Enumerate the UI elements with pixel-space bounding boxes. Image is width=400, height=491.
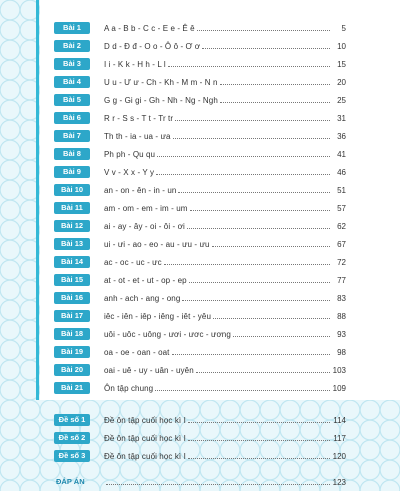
page-number: 114 <box>333 415 346 425</box>
dot-leader <box>182 294 330 301</box>
lesson-title: an - on - ên - in - un <box>104 185 177 195</box>
lesson-badge: Bài 5 <box>54 94 90 106</box>
toc-row-lesson-20 <box>54 361 346 379</box>
lesson-badge: Bài 4 <box>54 76 90 88</box>
lesson-badge: Bài 15 <box>54 274 90 286</box>
page-number: 123 <box>332 477 346 487</box>
lesson-title: am - om - em - im - um <box>104 203 188 213</box>
lesson-badge: Bài 1 <box>54 22 90 34</box>
lesson-badge: Bài 10 <box>54 184 90 196</box>
lesson-title: I i - K k - H h - L l <box>104 59 166 69</box>
toc-row-lesson-14 <box>54 253 346 271</box>
lesson-title: V v - X x - Y y <box>104 167 155 177</box>
lesson-badge: Bài 13 <box>54 238 90 250</box>
lesson-badge: Bài 11 <box>54 202 90 214</box>
lesson-badge: Bài 9 <box>54 166 90 178</box>
page-edge-line <box>36 0 39 400</box>
lesson-badge: Bài 2 <box>54 40 90 52</box>
page-number: 83 <box>337 293 346 303</box>
dot-leader <box>202 42 330 49</box>
dot-leader <box>157 150 330 157</box>
page-number: 41 <box>337 149 346 159</box>
toc-row-lesson-5 <box>54 91 346 109</box>
toc-row-exam-3 <box>54 447 346 465</box>
page-number: 15 <box>337 59 346 69</box>
lesson-badge: Bài 14 <box>54 256 90 268</box>
toc-row-lesson-10 <box>54 181 346 199</box>
lesson-title: A a - B b - C c - E e - Ê ê <box>104 23 195 33</box>
exam-title: Đề ôn tập cuối học kì I <box>104 415 186 425</box>
dot-leader <box>213 312 330 319</box>
lesson-title: G g - Gi gi - Gh - Nh - Ng - Ngh <box>104 95 218 105</box>
page-number: 117 <box>333 433 346 443</box>
page-number: 109 <box>332 383 346 393</box>
toc-row-lesson-11 <box>54 199 346 217</box>
dot-leader <box>220 78 330 85</box>
dot-leader <box>172 348 331 355</box>
dot-leader <box>196 366 330 373</box>
page-number: 98 <box>337 347 346 357</box>
page-number: 20 <box>337 77 346 87</box>
dot-leader <box>155 384 330 391</box>
dot-leader <box>233 330 330 337</box>
page-number: 88 <box>337 311 346 321</box>
toc-row-lesson-7 <box>54 127 346 145</box>
dot-leader <box>175 114 330 121</box>
toc-row-lesson-6 <box>54 109 346 127</box>
toc-row-lesson-2 <box>54 37 346 55</box>
dot-leader <box>220 96 330 103</box>
toc-row-lesson-21 <box>54 379 346 397</box>
dot-leader <box>168 60 330 67</box>
exam-badge: Đề số 1 <box>54 414 90 426</box>
lesson-badge: Bài 16 <box>54 292 90 304</box>
toc-row-lesson-8 <box>54 145 346 163</box>
dot-leader <box>188 452 330 459</box>
dot-leader <box>106 478 330 485</box>
exam-badge: Đề số 3 <box>54 450 90 462</box>
page-number: 5 <box>341 23 346 33</box>
toc-row-lesson-13 <box>54 235 346 253</box>
lesson-badge: Bài 7 <box>54 130 90 142</box>
page-number: 62 <box>337 221 346 231</box>
dot-leader <box>190 204 330 211</box>
lesson-title: oai - uê - uy - uân - uyên <box>104 365 194 375</box>
dot-leader <box>178 186 330 193</box>
page-number: 72 <box>337 257 346 267</box>
lesson-title: Ôn tập chung <box>104 383 154 393</box>
lesson-badge: Bài 18 <box>54 328 90 340</box>
toc-row-lesson-1 <box>54 19 346 37</box>
dot-leader <box>188 434 330 441</box>
dot-leader <box>187 222 330 229</box>
dot-leader <box>212 240 330 247</box>
page-number: 31 <box>337 113 346 123</box>
lesson-title: D d - Đ đ - O o - Ô ô - Ơ ơ <box>104 41 201 51</box>
lesson-title: ui - ưi - ao - eo - au - ưu - ưu <box>104 239 210 249</box>
lesson-title: U u - Ư ư - Ch - Kh - M m - N n <box>104 77 218 87</box>
lesson-title: ai - ay - ây - oi - ôi - ơi <box>104 221 185 231</box>
dot-leader <box>189 276 330 283</box>
toc-row-answers <box>54 473 346 491</box>
toc-row-lesson-18 <box>54 325 346 343</box>
lesson-title: iêc - iên - iêp - iêng - iêt - yêu <box>104 311 211 321</box>
dot-leader <box>197 24 330 31</box>
dot-leader <box>164 258 330 265</box>
toc-row-lesson-19 <box>54 343 346 361</box>
exam-title: Đề ôn tập cuối học kì I <box>104 451 186 461</box>
lesson-badge: Bài 21 <box>54 382 90 394</box>
dot-leader <box>188 416 330 423</box>
toc-row-lesson-3 <box>54 55 346 73</box>
dot-leader <box>156 168 330 175</box>
toc-row-lesson-16 <box>54 289 346 307</box>
lesson-badge: Bài 19 <box>54 346 90 358</box>
lesson-title: at - ot - et - ut - op - ep <box>104 275 187 285</box>
toc-row-lesson-9 <box>54 163 346 181</box>
page-number: 93 <box>337 329 346 339</box>
answers-label: ĐÁP ÁN <box>56 477 85 486</box>
lesson-badge: Bài 8 <box>54 148 90 160</box>
toc-row-lesson-12 <box>54 217 346 235</box>
lesson-title: Ph ph - Qu qu <box>104 149 156 159</box>
lesson-badge: Bài 20 <box>54 364 90 376</box>
page-number: 103 <box>332 365 346 375</box>
page-number: 51 <box>337 185 346 195</box>
lesson-title: Th th - ia - ua - ưa <box>104 131 171 141</box>
dot-leader <box>173 132 331 139</box>
page-number: 46 <box>337 167 346 177</box>
lesson-title: uôi - uôc - uông - ươi - ươc - ương <box>104 329 231 339</box>
toc-row-lesson-15 <box>54 271 346 289</box>
lesson-badge: Bài 12 <box>54 220 90 232</box>
lesson-title: oa - oe - oan - oat <box>104 347 170 357</box>
table-of-contents <box>54 19 346 491</box>
page-number: 25 <box>337 95 346 105</box>
lesson-badge: Bài 6 <box>54 112 90 124</box>
page-number: 10 <box>337 41 346 51</box>
toc-row-exam-1 <box>54 411 346 429</box>
lesson-badge: Bài 17 <box>54 310 90 322</box>
page-number: 120 <box>332 451 346 461</box>
page-number: 77 <box>337 275 346 285</box>
page-number: 57 <box>337 203 346 213</box>
toc-row-exam-2 <box>54 429 346 447</box>
page-number: 67 <box>337 239 346 249</box>
toc-row-lesson-4 <box>54 73 346 91</box>
lesson-title: anh - ach - ang - ong <box>104 293 181 303</box>
lesson-title: ac - oc - uc - ưc <box>104 257 162 267</box>
page-number: 36 <box>337 131 346 141</box>
exam-title: Đề ôn tập cuối học kì I <box>104 433 186 443</box>
exam-badge: Đề số 2 <box>54 432 90 444</box>
lesson-badge: Bài 3 <box>54 58 90 70</box>
toc-row-lesson-17 <box>54 307 346 325</box>
lesson-title: R r - S s - T t - Tr tr <box>104 113 174 123</box>
